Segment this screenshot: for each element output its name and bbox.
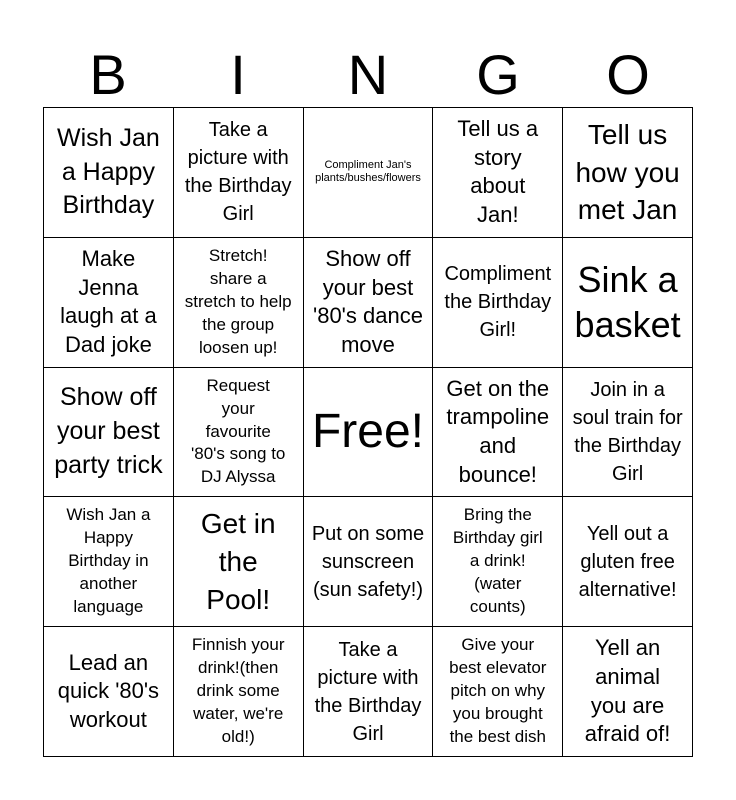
cell-text: Put on some sunscreen (sun safety!) [311,522,425,601]
bingo-cell [304,497,434,627]
bingo-cell [563,627,693,757]
bingo-cell [433,108,563,238]
header-letter-g: G [476,43,520,106]
cell-text: Wish Jan a Happy Birthday in another language [66,505,151,617]
cell-text: Take a picture with the Birthday Girl [184,119,292,226]
header-letter-i: I [230,43,246,106]
cell-text: Bring the Birthday girl a drink! (water counts) [452,505,543,617]
cell-text: Lead an quick '80's workout [57,649,160,732]
bingo-cell [563,368,693,498]
bingo-cell [174,238,304,368]
bingo-card-grid [43,107,693,757]
cell-text: Sink a basket [574,259,681,346]
cell-text: Wish Jan a Happy Birthday [56,123,160,220]
cell-text: Stretch! share a stretch to help the group loosen up! [184,245,292,357]
bingo-cell [44,108,174,238]
bingo-cell [174,497,304,627]
cell-text: Give your best elevator pitch on why you brought the best dish [449,635,547,746]
bingo-cell [174,368,304,498]
cell-text: Show off your best '80's dance move [313,246,423,357]
cell-text: Finnish your drink!(then drink some water, we're old!) [191,635,285,746]
bingo-cell [174,108,304,238]
cell-text: Request your favourite '80's song to DJ Alyssa [191,375,286,487]
bingo-cell [563,238,693,368]
header-letter-b: B [89,43,127,106]
bingo-cell [433,627,563,757]
bingo-cell [174,627,304,757]
bingo-cell-free [304,368,434,498]
bingo-cell [433,238,563,368]
cell-text: Show off your best party trick [54,383,163,479]
cell-text: Compliment Jan's plants/bushes/flowers [315,158,421,185]
cell-text: Tell us a story about Jan! [457,116,539,227]
bingo-cell [304,108,434,238]
cell-text: Tell us how you met Jan [575,118,680,226]
cell-text: Compliment the Birthday Girl! [444,263,552,342]
bingo-cell [433,497,563,627]
bingo-cell [304,238,434,368]
bingo-cell [44,497,174,627]
cell-text: Take a picture with the Birthday Girl [314,638,422,745]
bingo-header [43,44,693,106]
cell-text: Yell an animal you are afraid of! [584,635,671,747]
bingo-cell [44,238,174,368]
bingo-cell [563,108,693,238]
bingo-cell [44,627,174,757]
bingo-cell [433,368,563,498]
free-space-text: Free! [311,405,424,459]
cell-text: Join in a soul train for the Birthday Girl [572,378,683,485]
bingo-cell [44,368,174,498]
bingo-cell [563,497,693,627]
header-letter-o: O [606,43,650,106]
bingo-cell [304,627,434,757]
header-letter-n: N [347,43,389,106]
cell-text: Make Jenna laugh at a Dad joke [60,246,157,357]
cell-text: Get on the trampoline and bounce! [446,375,550,487]
cell-text: Get in the Pool! [200,508,276,615]
cell-text: Yell out a gluten free alternative! [578,522,677,601]
